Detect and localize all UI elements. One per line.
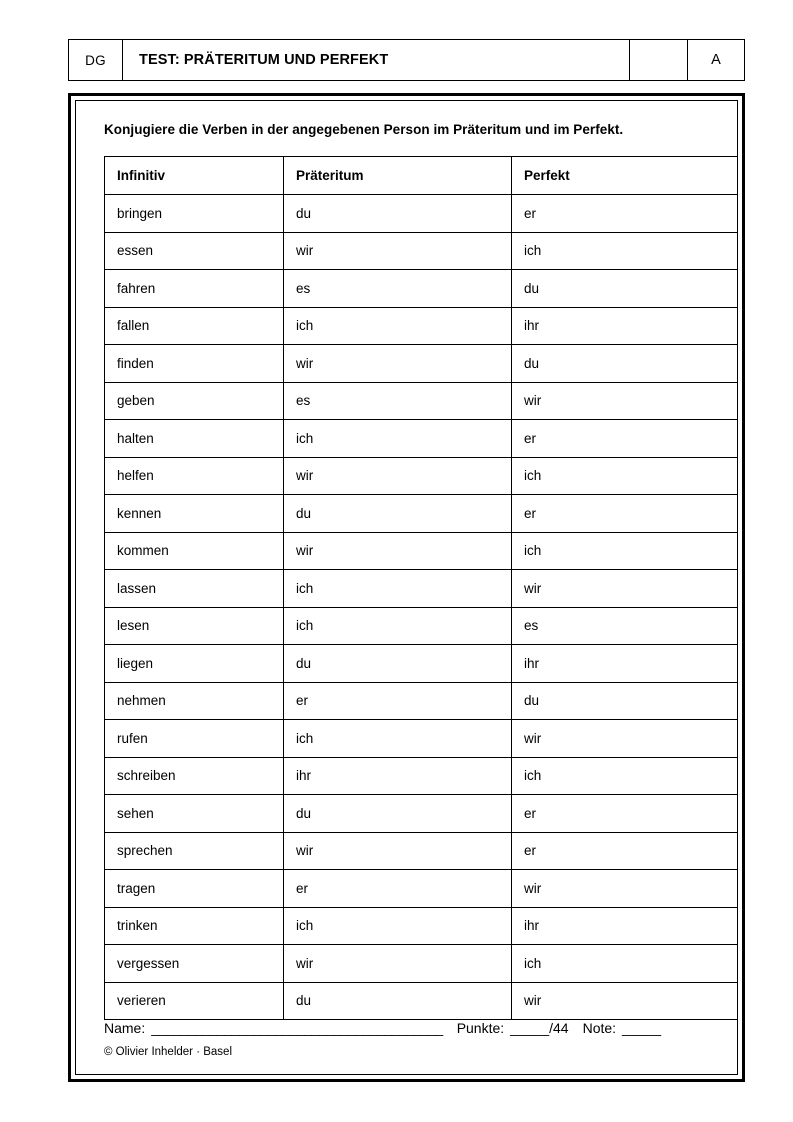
cell-perfekt-person[interactable]: ich xyxy=(512,457,738,495)
cell-praeteritum-person[interactable]: wir xyxy=(284,832,512,870)
worksheet-title-cell xyxy=(123,40,630,80)
cell-praeteritum-person[interactable]: wir xyxy=(284,345,512,383)
student-info-line xyxy=(104,1020,737,1036)
table-row xyxy=(105,645,738,683)
cell-infinitiv: lassen xyxy=(105,570,284,608)
cell-infinitiv: geben xyxy=(105,382,284,420)
table-row xyxy=(105,607,738,645)
cell-praeteritum-person[interactable]: ich xyxy=(284,307,512,345)
worksheet-header xyxy=(68,39,745,81)
cell-perfekt-person[interactable]: er xyxy=(512,495,738,533)
cell-infinitiv: halten xyxy=(105,420,284,458)
column-header-infinitiv: Infinitiv xyxy=(105,157,284,195)
table-row xyxy=(105,345,738,383)
cell-infinitiv: kennen xyxy=(105,495,284,533)
cell-praeteritum-person[interactable]: du xyxy=(284,645,512,683)
cell-praeteritum-person[interactable]: ich xyxy=(284,907,512,945)
cell-perfekt-person[interactable]: du xyxy=(512,270,738,308)
cell-praeteritum-person[interactable]: er xyxy=(284,682,512,720)
cell-infinitiv: trinken xyxy=(105,907,284,945)
cell-praeteritum-person[interactable]: du xyxy=(284,982,512,1020)
table-row xyxy=(105,307,738,345)
cell-perfekt-person[interactable]: ich xyxy=(512,532,738,570)
subject-code-label: DG xyxy=(85,52,106,68)
cell-infinitiv: helfen xyxy=(105,457,284,495)
cell-praeteritum-person[interactable]: ihr xyxy=(284,757,512,795)
table-row xyxy=(105,420,738,458)
table-row xyxy=(105,907,738,945)
cell-infinitiv: fallen xyxy=(105,307,284,345)
cell-perfekt-person[interactable]: ihr xyxy=(512,645,738,683)
cell-infinitiv: kommen xyxy=(105,532,284,570)
table-header-row xyxy=(105,157,738,195)
cell-infinitiv: tragen xyxy=(105,870,284,908)
cell-infinitiv: verieren xyxy=(105,982,284,1020)
table-row xyxy=(105,757,738,795)
table-row xyxy=(105,232,738,270)
cell-infinitiv: finden xyxy=(105,345,284,383)
table-row xyxy=(105,795,738,833)
cell-perfekt-person[interactable]: er xyxy=(512,795,738,833)
column-header-perfekt: Perfekt xyxy=(512,157,738,195)
cell-infinitiv: lesen xyxy=(105,607,284,645)
cell-perfekt-person[interactable]: es xyxy=(512,607,738,645)
verb-conjugation-table xyxy=(104,156,738,1020)
cell-praeteritum-person[interactable]: ich xyxy=(284,607,512,645)
variant-label: A xyxy=(711,52,721,68)
table-row xyxy=(105,682,738,720)
table-row xyxy=(105,457,738,495)
table-row xyxy=(105,720,738,758)
worksheet-frame xyxy=(68,93,745,1082)
cell-praeteritum-person[interactable]: du xyxy=(284,795,512,833)
cell-praeteritum-person[interactable]: wir xyxy=(284,945,512,983)
table-row xyxy=(105,570,738,608)
table-row xyxy=(105,945,738,983)
punkte-blank-field[interactable]: _____ xyxy=(510,1020,550,1036)
note-label: Note: xyxy=(582,1020,617,1036)
name-label: Name: xyxy=(104,1020,146,1036)
cell-perfekt-person[interactable]: wir xyxy=(512,870,738,908)
cell-praeteritum-person[interactable]: es xyxy=(284,382,512,420)
table-row xyxy=(105,532,738,570)
cell-praeteritum-person[interactable]: es xyxy=(284,270,512,308)
cell-praeteritum-person[interactable]: er xyxy=(284,870,512,908)
worksheet-inner-frame xyxy=(75,100,738,1075)
name-blank-field[interactable]: ________________________________________ xyxy=(151,1020,443,1036)
cell-perfekt-person[interactable]: wir xyxy=(512,720,738,758)
cell-infinitiv: rufen xyxy=(105,720,284,758)
subject-code-cell xyxy=(69,40,123,80)
cell-perfekt-person[interactable]: wir xyxy=(512,982,738,1020)
instruction-text: Konjugiere die Verben in der angegebenen Person im Präteritum und im Perfekt. xyxy=(104,122,624,137)
cell-infinitiv: sehen xyxy=(105,795,284,833)
cell-praeteritum-person[interactable]: ich xyxy=(284,570,512,608)
cell-infinitiv: fahren xyxy=(105,270,284,308)
cell-praeteritum-person[interactable]: ich xyxy=(284,720,512,758)
table-row xyxy=(105,382,738,420)
verb-table-body xyxy=(105,195,738,1020)
cell-infinitiv: schreiben xyxy=(105,757,284,795)
cell-praeteritum-person[interactable]: wir xyxy=(284,457,512,495)
cell-infinitiv: sprechen xyxy=(105,832,284,870)
table-row xyxy=(105,495,738,533)
punkte-total-label: /44 xyxy=(549,1020,569,1036)
cell-perfekt-person[interactable]: ihr xyxy=(512,307,738,345)
cell-perfekt-person[interactable]: er xyxy=(512,420,738,458)
cell-perfekt-person[interactable]: du xyxy=(512,345,738,383)
cell-perfekt-person[interactable]: ich xyxy=(512,232,738,270)
cell-perfekt-person[interactable]: ihr xyxy=(512,907,738,945)
cell-infinitiv: nehmen xyxy=(105,682,284,720)
copyright-notice: © Olivier Inhelder · Basel xyxy=(104,1046,232,1058)
note-blank-field[interactable]: _____ xyxy=(622,1020,661,1036)
column-header-praeteritum: Präteritum xyxy=(284,157,512,195)
punkte-label: Punkte: xyxy=(456,1020,505,1036)
cell-perfekt-person[interactable]: wir xyxy=(512,570,738,608)
cell-infinitiv: vergessen xyxy=(105,945,284,983)
cell-perfekt-person[interactable]: er xyxy=(512,832,738,870)
cell-praeteritum-person[interactable]: wir xyxy=(284,532,512,570)
cell-perfekt-person[interactable]: du xyxy=(512,682,738,720)
cell-praeteritum-person[interactable]: ich xyxy=(284,420,512,458)
page-title: TEST: PRÄTERITUM UND PERFEKT xyxy=(139,52,389,68)
cell-perfekt-person[interactable]: ich xyxy=(512,757,738,795)
cell-infinitiv: bringen xyxy=(105,195,284,233)
header-blank-cell xyxy=(630,40,688,80)
table-row xyxy=(105,195,738,233)
cell-infinitiv: essen xyxy=(105,232,284,270)
cell-infinitiv: liegen xyxy=(105,645,284,683)
cell-perfekt-person[interactable]: er xyxy=(512,195,738,233)
cell-perfekt-person[interactable]: wir xyxy=(512,382,738,420)
cell-praeteritum-person[interactable]: du xyxy=(284,195,512,233)
table-row xyxy=(105,270,738,308)
cell-praeteritum-person[interactable]: du xyxy=(284,495,512,533)
table-row xyxy=(105,832,738,870)
variant-cell xyxy=(688,40,744,80)
cell-perfekt-person[interactable]: ich xyxy=(512,945,738,983)
table-row xyxy=(105,982,738,1020)
table-row xyxy=(105,870,738,908)
cell-praeteritum-person[interactable]: wir xyxy=(284,232,512,270)
